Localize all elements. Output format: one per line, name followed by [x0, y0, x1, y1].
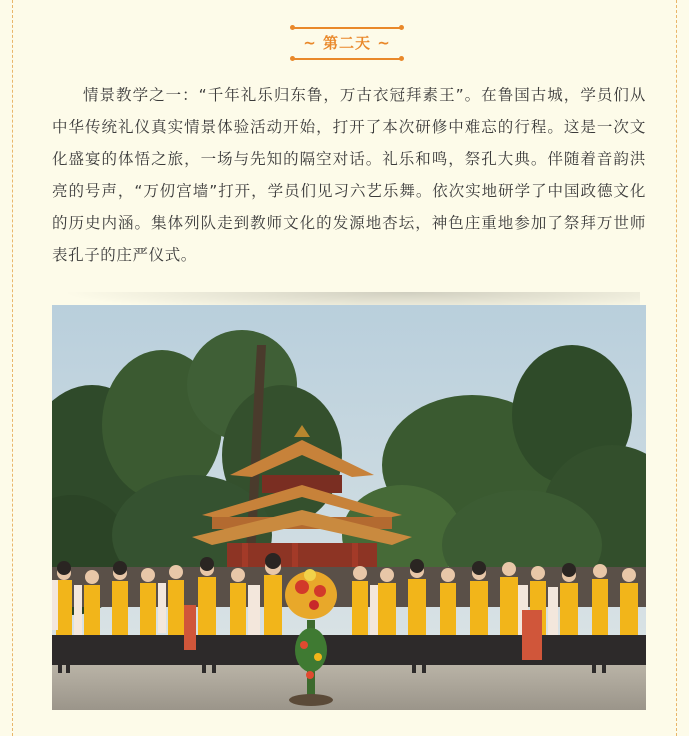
heading-top-line [294, 27, 400, 29]
heading-dot [399, 25, 404, 30]
paragraph-text: 情景教学之一：“千年礼乐归东鲁，万古衣冠拜素王”。在鲁国古城，学员们从中华传统礼仪真实情景体验活动开始，打开了本次研修中难忘的行程。这是一次文化盛宴的体悟之旅，一场与先知的隔空对话。礼乐和鸣，祭孔大典。伴随着音韵洪亮的号声，“万仞宫墙”打开，学员们见习六艺乐舞。依次实地研学了中国政德文化的历史内涵。集体列队走到教师文化的发源地杏坛，神色庄重地参加了祭拜万世师表孔子的庄严仪式。 [52, 86, 646, 264]
day-title: ~ 第二天 ~ [303, 34, 391, 52]
heading-dot [290, 56, 295, 61]
heading-dot [399, 56, 404, 61]
right-dashed-border [676, 0, 677, 736]
group-photo-illustration [52, 305, 646, 710]
heading-bottom-line [294, 58, 400, 60]
group-photo [52, 305, 646, 710]
section-heading [288, 22, 406, 64]
heading-dot [290, 25, 295, 30]
left-dashed-border [12, 0, 13, 736]
